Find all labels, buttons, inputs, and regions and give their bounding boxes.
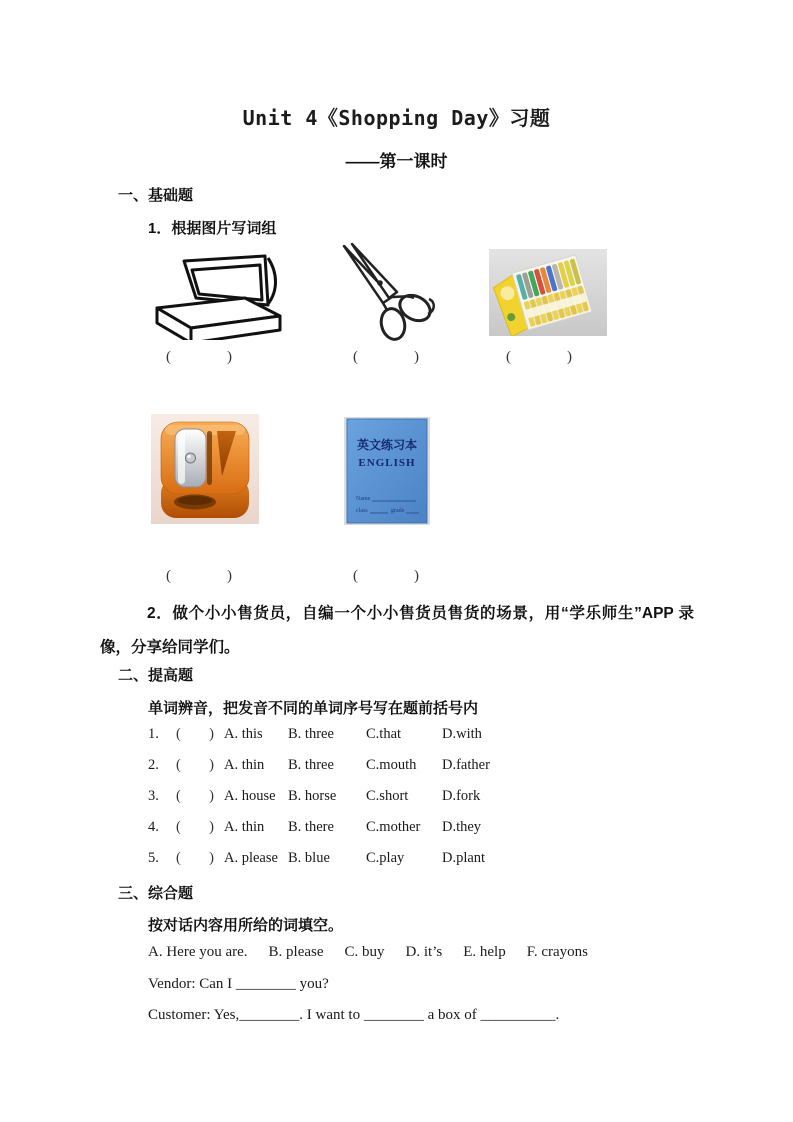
- option-d: D.father: [442, 757, 490, 773]
- bracket-open: (: [166, 568, 171, 584]
- bracket-close: ): [567, 349, 572, 365]
- exercise-book-photo: [344, 417, 430, 525]
- option-b: B. there: [288, 819, 334, 835]
- crayon-box-photo: [489, 249, 607, 336]
- phonics-question-row: [148, 757, 490, 774]
- option-a: A. thin: [224, 757, 265, 773]
- option-a: A. thin: [224, 819, 265, 835]
- bracket-close: ): [209, 819, 214, 835]
- bracket-close: ): [414, 568, 419, 584]
- pencil-box-icon: [148, 246, 288, 340]
- option-d: D.fork: [442, 788, 481, 804]
- bracket-open: (: [176, 850, 181, 866]
- word-bank-item: E. help: [463, 944, 506, 960]
- option-b: B. horse: [288, 788, 337, 804]
- section-basic-heading: 一、基础题: [118, 187, 194, 204]
- phonics-instruction: 单词辨音，把发音不同的单词序号写在题前括号内: [148, 700, 479, 717]
- question-number: 1.: [148, 726, 159, 742]
- answer-bracket: [353, 349, 419, 366]
- option-d: D.they: [442, 819, 482, 835]
- book-name-label: Name: [356, 496, 371, 502]
- bracket-open: (: [176, 726, 181, 742]
- option-b: B. three: [288, 726, 334, 742]
- option-c: C.that: [366, 726, 402, 742]
- question-number: 4.: [148, 819, 159, 835]
- question-number: 2.: [148, 757, 159, 773]
- bracket-close: ): [414, 349, 419, 365]
- answer-bracket: [506, 349, 572, 366]
- answer-bracket: [166, 349, 232, 366]
- book-grade-label: grade: [391, 508, 405, 514]
- q1-instruction: 1．根据图片写词组: [148, 220, 277, 237]
- bracket-close: ): [209, 757, 214, 773]
- english-book-icon: [344, 417, 430, 525]
- fill-blank-instruction: 按对话内容用所给的词填空。: [148, 917, 344, 934]
- word-bank: [148, 944, 588, 961]
- book-class-label: class: [356, 508, 368, 514]
- question-number: 5.: [148, 850, 159, 866]
- bracket-close: ): [209, 850, 214, 866]
- pencil-box-drawing: [148, 246, 288, 340]
- answer-bracket: [176, 757, 214, 774]
- scissors-icon: [335, 241, 450, 343]
- section-advanced-heading: 二、提高题: [118, 667, 194, 684]
- option-b: B. three: [288, 757, 334, 773]
- scissors-drawing: [335, 241, 450, 343]
- bracket-open: (: [166, 349, 171, 365]
- option-a: A. this: [224, 726, 263, 742]
- book-title-en: ENGLISH: [358, 457, 416, 469]
- bracket-close: ): [227, 349, 232, 365]
- word-bank-item: C. buy: [344, 944, 385, 960]
- word-bank-item: D. it’s: [405, 944, 443, 960]
- option-d: D.with: [442, 726, 482, 742]
- bracket-close: ): [209, 726, 214, 742]
- answer-bracket: [176, 726, 214, 743]
- vendor-line: Vendor: Can I ________ you?: [148, 976, 329, 992]
- question-number: 3.: [148, 788, 159, 804]
- word-bank-item: A. Here you are.: [148, 944, 248, 960]
- option-c: C.short: [366, 788, 409, 804]
- customer-line: Customer: Yes,________. I want to ________ a box of __________.: [148, 1007, 560, 1023]
- bracket-open: (: [176, 788, 181, 804]
- phonics-question-row: [148, 850, 485, 867]
- answer-bracket: [176, 819, 214, 836]
- scissors-pivot-screw: [377, 280, 383, 286]
- answer-bracket: [176, 850, 214, 867]
- bracket-close: ): [227, 568, 232, 584]
- phonics-question-row: [148, 819, 481, 836]
- word-bank-item: F. crayons: [526, 944, 589, 960]
- option-b: B. blue: [288, 850, 330, 866]
- bracket-open: (: [506, 349, 511, 365]
- book-title-cn: 英文练习本: [356, 438, 418, 452]
- crayon-box-icon: [489, 249, 607, 336]
- option-a: A. house: [224, 788, 276, 804]
- page-subtitle: ——第一课时: [345, 152, 448, 171]
- bracket-open: (: [176, 819, 181, 835]
- answer-bracket: [353, 568, 419, 585]
- option-d: D.plant: [442, 850, 486, 866]
- bracket-open: (: [353, 349, 358, 365]
- option-c: C.mouth: [366, 757, 417, 773]
- answer-bracket: [166, 568, 232, 585]
- sharpener-screw: [186, 453, 196, 463]
- section-comprehensive-heading: 三、综合题: [118, 885, 194, 902]
- word-bank-item: B. please: [268, 944, 324, 960]
- option-c: C.mother: [366, 819, 421, 835]
- bracket-open: (: [176, 757, 181, 773]
- bracket-close: ): [209, 788, 214, 804]
- pencil-sharpener-icon: [151, 414, 259, 524]
- phonics-question-row: [148, 726, 482, 743]
- bracket-open: (: [353, 568, 358, 584]
- option-a: A. please: [224, 850, 278, 866]
- option-c: C.play: [366, 850, 405, 866]
- answer-bracket: [176, 788, 214, 805]
- page-title: Unit 4《Shopping Day》习题: [242, 106, 551, 130]
- q2-instruction: 2．做个小小售货员，自编一个小小售货员售货的场景，用“学乐师生”APP 录像，分享给同学们。: [100, 605, 694, 656]
- sharpener-photo: [151, 414, 259, 524]
- phonics-question-row: [148, 788, 480, 805]
